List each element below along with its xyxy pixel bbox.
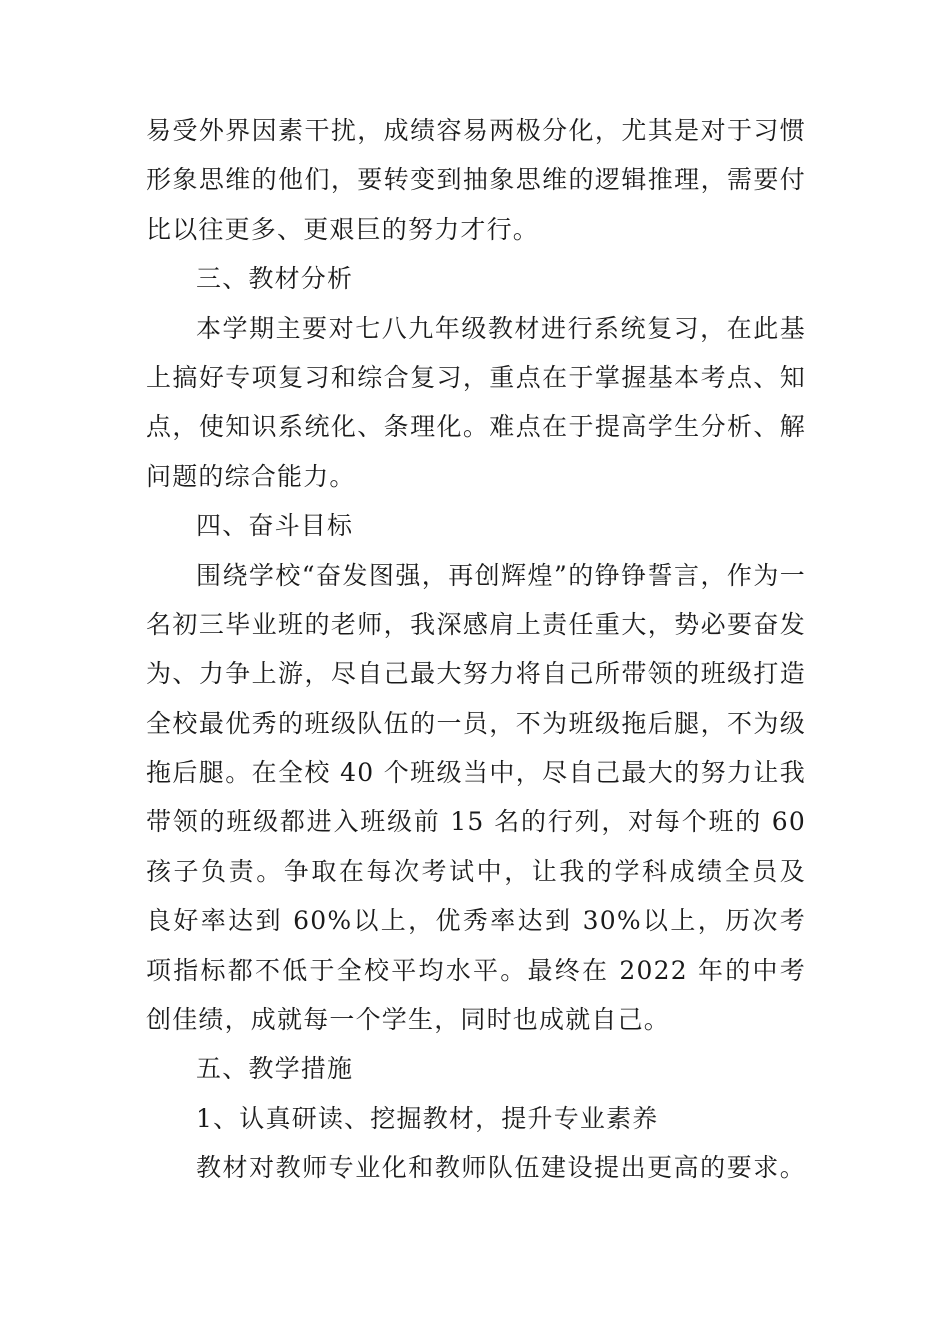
- text-line: 本学期主要对七八九年级教材进行系统复习，在此基: [196, 313, 806, 343]
- text-line: 为、力争上游，尽自己最大努力将自己所带领的班级打造: [146, 659, 806, 689]
- text-line: 孩子负责。争取在每次考试中，让我的学科成绩全员及: [146, 856, 806, 886]
- text-line: 名初三毕业班的老师，我深感肩上责任重大，势必要奋发: [146, 609, 806, 639]
- section-heading: 三、教材分析: [196, 264, 354, 294]
- text-line: 项指标都不低于全校平均水平。最终在 2022 年的中考: [146, 955, 806, 985]
- text-line: 点，使知识系统化、条理化。难点在于提高学生分析、解: [146, 412, 806, 442]
- section-heading: 四、奋斗目标: [196, 511, 354, 541]
- text-line: 良好率达到 60%以上，优秀率达到 30%以上，历次考: [146, 906, 806, 936]
- text-line: 易受外界因素干扰，成绩容易两极分化，尤其是对于习惯: [146, 116, 806, 145]
- section-heading: 1、认真研读、挖掘教材，提升专业素养: [196, 1103, 659, 1133]
- text-line: 教材对教师专业化和教师队伍建设提出更高的要求。: [196, 1153, 806, 1183]
- text-line: 问题的综合能力。: [146, 461, 356, 491]
- document-page: [146, 106, 806, 1193]
- text-line: 拖后腿。在全校 40 个班级当中，尽自己最大的努力让我: [146, 758, 806, 788]
- text-line: 比以往更多、更艰巨的努力才行。: [146, 214, 540, 244]
- text-line: 围绕学校“奋发图强，再创辉煌”的铮铮誓言，作为一: [196, 560, 806, 590]
- text-line: 创佳绩，成就每一个学生，同时也成就自己。: [146, 1005, 671, 1035]
- section-heading: 五、教学措施: [196, 1054, 354, 1084]
- text-line: 全校最优秀的班级队伍的一员，不为班级拖后腿，不为级: [146, 708, 806, 738]
- text-line: 上搞好专项复习和综合复习，重点在于掌握基本考点、知: [146, 362, 806, 392]
- text-line: 带领的班级都进入班级前 15 名的行列，对每个班的 60: [146, 807, 806, 837]
- text-line: 形象思维的他们，要转变到抽象思维的逻辑推理，需要付: [146, 165, 806, 195]
